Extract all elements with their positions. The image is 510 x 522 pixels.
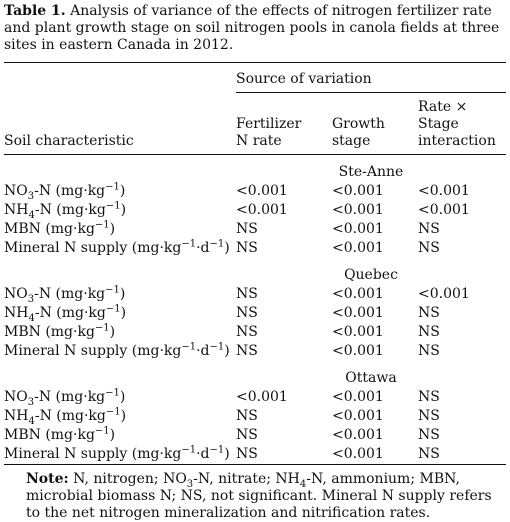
- row-label-no3: $NO_3-N$ $(mg\cdot kg^{-1})$: [4, 387, 126, 408]
- cell-fertilizer: <0.001: [236, 183, 288, 199]
- row-label-mineral-n: Mineral N supply $(mg\cdot kg^{-1}\cdot d^{-1})$: [4, 341, 230, 359]
- cell-fertilizer: NS: [236, 427, 258, 443]
- table-row: [4, 323, 506, 342]
- cell-fertilizer: NS: [236, 240, 258, 256]
- fertilizer-header-line1: Fertilizer: [236, 116, 302, 132]
- site-name: Quebec: [344, 267, 398, 283]
- growth-stage-header: [332, 93, 418, 155]
- site-name: Ste-Anne: [338, 164, 404, 180]
- cell-growth: <0.001: [332, 427, 384, 443]
- cell-fertilizer: NS: [236, 286, 258, 302]
- cell-interaction: NS: [418, 240, 440, 256]
- cell-growth: <0.001: [332, 389, 384, 405]
- row-label-nh4: $NH_4-N$ $(mg\cdot kg^{-1})$: [4, 406, 127, 427]
- table-row: [4, 388, 506, 407]
- row-label-mbn: MBN $(mg\cdot kg^{-1})$: [4, 219, 116, 237]
- soil-characteristic-header: Soil characteristic: [4, 133, 134, 149]
- site-ste-anne: [4, 155, 506, 259]
- cell-interaction: NS: [418, 408, 440, 424]
- cell-interaction: NS: [418, 389, 440, 405]
- cell-growth: <0.001: [332, 446, 384, 462]
- cell-interaction: NS: [418, 446, 440, 462]
- table-note-label: Note:: [26, 471, 69, 487]
- interaction-header-line2: interaction: [418, 133, 496, 149]
- interaction-header: [418, 93, 506, 155]
- cell-interaction: NS: [418, 221, 440, 237]
- table-row: [4, 445, 506, 465]
- cell-growth: <0.001: [332, 305, 384, 321]
- growth-header-line1: Growth: [332, 116, 385, 132]
- table-row: [4, 304, 506, 323]
- cell-interaction: NS: [418, 305, 440, 321]
- growth-header-line2: stage: [332, 133, 371, 149]
- cell-interaction: <0.001: [418, 286, 470, 302]
- row-label-mineral-n: Mineral N supply $(mg\cdot kg^{-1}\cdot d^{-1})$: [4, 444, 230, 462]
- cell-fertilizer: NS: [236, 408, 258, 424]
- table-row: [4, 220, 506, 239]
- cell-interaction: <0.001: [418, 183, 470, 199]
- row-label-no3: $NO_3-N$ $(mg\cdot kg^{-1})$: [4, 284, 126, 305]
- table-row: [4, 182, 506, 201]
- row-label-nh4: $NH_4-N$ $(mg\cdot kg^{-1})$: [4, 200, 127, 221]
- cell-fertilizer: NS: [236, 343, 258, 359]
- cell-fertilizer: NS: [236, 446, 258, 462]
- row-label-no3: $NO_3-N$ $(mg\cdot kg^{-1})$: [4, 181, 126, 202]
- interaction-header-line1: Rate × Stage: [418, 99, 468, 132]
- cell-growth: <0.001: [332, 408, 384, 424]
- table-row: [4, 342, 506, 361]
- table-row: [4, 407, 506, 426]
- cell-interaction: NS: [418, 343, 440, 359]
- row-label-mineral-n: Mineral N supply $(mg\cdot kg^{-1}\cdot d^{-1})$: [4, 238, 230, 256]
- source-of-variation-header: Source of variation: [236, 63, 506, 93]
- site-name: Ottawa: [345, 370, 397, 386]
- cell-fertilizer: <0.001: [236, 202, 288, 218]
- cell-growth: <0.001: [332, 240, 384, 256]
- site-quebec: [4, 258, 506, 361]
- cell-fertilizer: <0.001: [236, 389, 288, 405]
- cell-fertilizer: NS: [236, 305, 258, 321]
- cell-interaction: NS: [418, 324, 440, 340]
- fertilizer-header-line2: N rate: [236, 133, 282, 149]
- table-row: [4, 285, 506, 304]
- cell-growth: <0.001: [332, 324, 384, 340]
- cell-growth: <0.001: [332, 343, 384, 359]
- table-caption: [4, 3, 506, 54]
- row-label-nh4: $NH_4-N$ $(mg\cdot kg^{-1})$: [4, 303, 127, 324]
- cell-fertilizer: NS: [236, 324, 258, 340]
- table-row: [4, 426, 506, 445]
- anova-table: [4, 62, 506, 465]
- header-row-columns: [4, 93, 506, 155]
- header-row-source: [4, 63, 506, 93]
- fertilizer-header: [236, 93, 332, 155]
- table-caption-label: Table 1.: [4, 3, 66, 19]
- row-label-mbn: MBN $(mg\cdot kg^{-1})$: [4, 322, 116, 340]
- cell-growth: <0.001: [332, 286, 384, 302]
- row-label-mbn: MBN $(mg\cdot kg^{-1})$: [4, 425, 116, 443]
- cell-interaction: NS: [418, 427, 440, 443]
- cell-growth: <0.001: [332, 221, 384, 237]
- cell-growth: <0.001: [332, 202, 384, 218]
- cell-growth: <0.001: [332, 183, 384, 199]
- cell-fertilizer: NS: [236, 221, 258, 237]
- table-note: Note: N, nitrogen; $NO_3-N$, nitrate; $NH_4-N$, ammonium; MBN, microbial biomass N; NS, not significant. Mineral N supply refers to the net nitrogen mineralization and nitrification rates.: [26, 471, 492, 521]
- table-row: [4, 201, 506, 220]
- table-caption-text: Analysis of variance of the effects of nitrogen fertilizer rate and plant growth stage on soil nitrogen pools in canola fields at three sites in eastern Canada in 2012.: [4, 3, 500, 53]
- table-row: [4, 239, 506, 258]
- site-ottawa: [4, 361, 506, 465]
- cell-interaction: <0.001: [418, 202, 470, 218]
